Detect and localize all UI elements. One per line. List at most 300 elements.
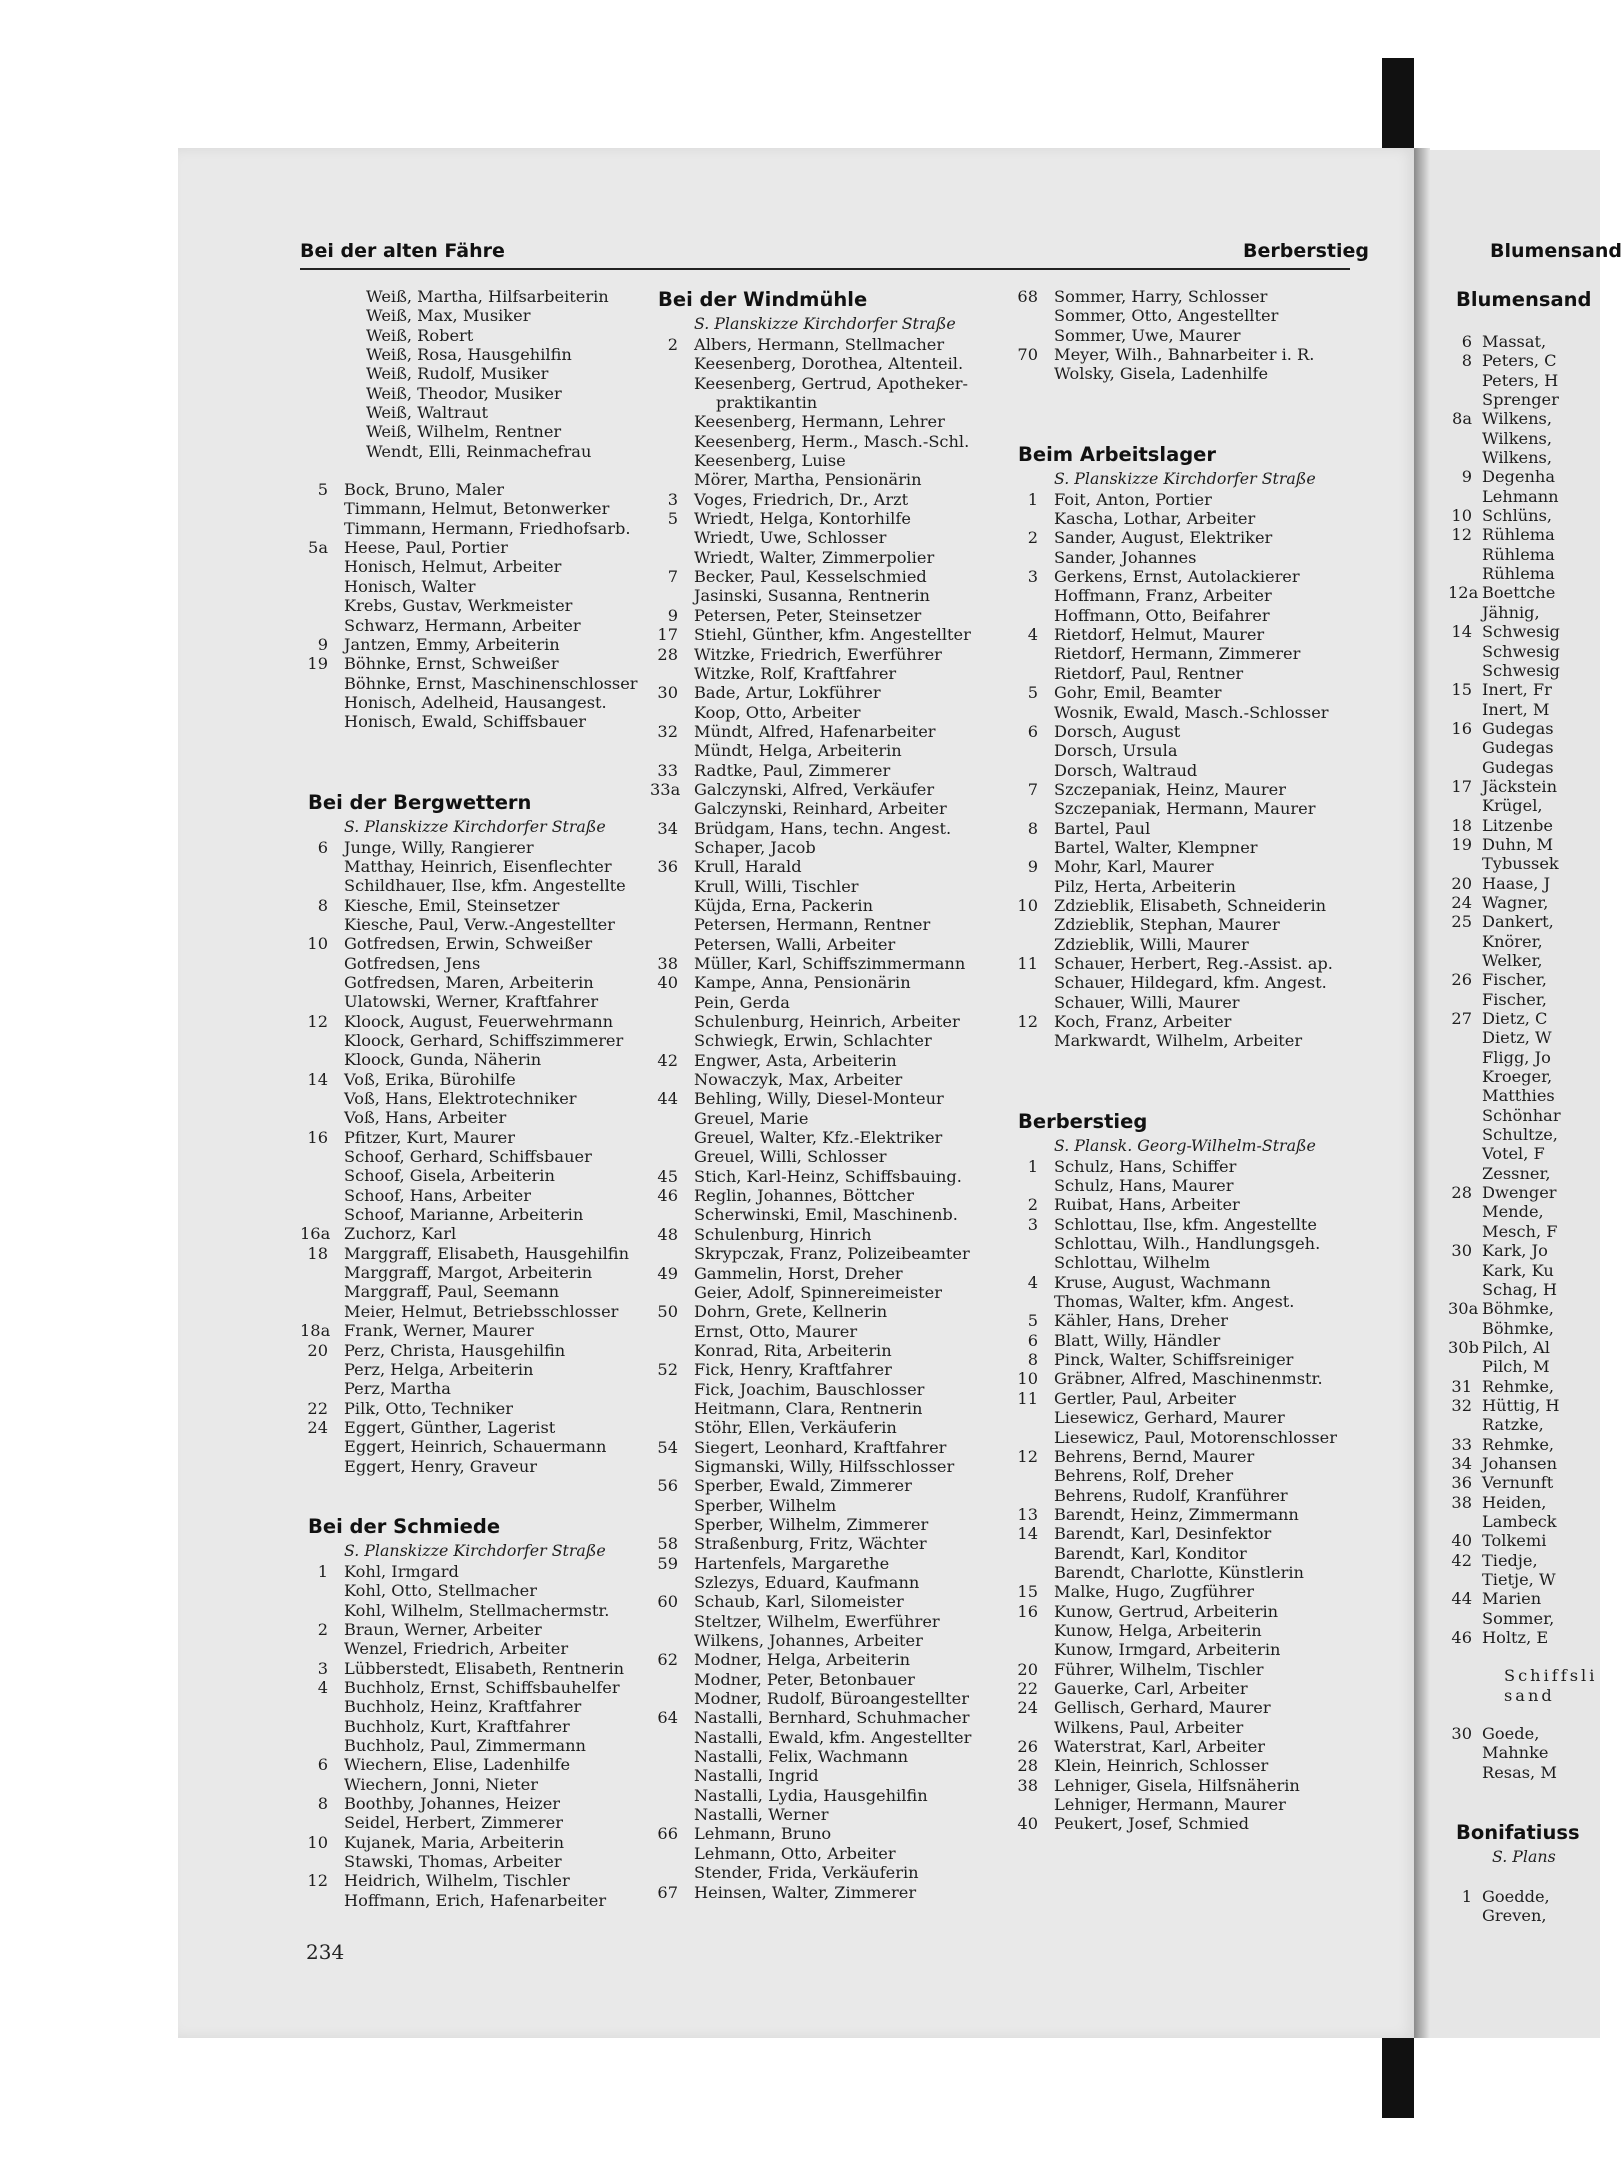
house-number: 10 [1451, 506, 1472, 526]
house-number: 36 [1451, 1473, 1472, 1493]
directory-entry [1448, 371, 1608, 390]
house-number: 16 [307, 1127, 328, 1147]
directory-entry [650, 683, 1005, 702]
resident-entry: Küjda, Erna, Packerin [694, 895, 874, 915]
house-number: 5 [317, 480, 328, 500]
house-number [300, 1089, 344, 1108]
house-number [1010, 548, 1054, 567]
directory-entry [1010, 722, 1375, 741]
house-number [1010, 1621, 1054, 1640]
directory-entry [1010, 799, 1375, 818]
resident-entry: Markwardt, Wilhelm, Arbeiter [1054, 1031, 1303, 1051]
resident-entry: Gohr, Emil, Beamter [1054, 683, 1222, 703]
resident-entry: Schauer, Willi, Maurer [1054, 992, 1240, 1012]
directory-entry [650, 973, 1005, 992]
directory-entry [650, 374, 1005, 393]
house-number: 8 [317, 1794, 328, 1814]
directory-entry [650, 1863, 1005, 1882]
directory-entry [300, 838, 635, 857]
resident-entry: Nowaczyk, Max, Arbeiter [694, 1070, 903, 1090]
directory-entry [1010, 1563, 1375, 1582]
directory-entry [1010, 780, 1375, 799]
resident-entry: Rietdorf, Helmut, Maurer [1054, 625, 1265, 645]
house-number [1448, 1743, 1482, 1762]
house-number: 28 [1017, 1756, 1038, 1776]
house-number: 20 [1017, 1659, 1038, 1679]
house-number [650, 393, 694, 412]
directory-entry [1010, 1369, 1375, 1388]
house-number [650, 1322, 694, 1341]
directory-entry [1448, 738, 1608, 757]
resident-entry: Dorsch, August [1054, 721, 1181, 741]
resident-entry: Keesenberg, Luise [694, 451, 846, 471]
directory-entry [300, 693, 635, 712]
directory-entry [1010, 1389, 1375, 1408]
resident-entry: Hoffmann, Erich, Hafenarbeiter [344, 1890, 607, 1910]
resident-entry: Krull, Willi, Tischler [694, 876, 859, 896]
house-number: 9 [1027, 857, 1038, 877]
directory-entry [1448, 1357, 1608, 1376]
house-number [1010, 326, 1054, 345]
resident-entry: Rühlema [1482, 544, 1555, 564]
house-number [1010, 741, 1054, 760]
resident-entry: Weiß, Theodor, Musiker [366, 383, 562, 403]
resident-entry: Behrens, Rolf, Dreher [1054, 1466, 1234, 1486]
directory-entry [1448, 1512, 1608, 1531]
directory-entry [650, 1747, 1005, 1766]
resident-entry: Brüdgam, Hans, techn. Angest. [694, 818, 952, 838]
house-number [300, 345, 344, 364]
house-number [650, 1070, 694, 1089]
directory-entry [1448, 970, 1608, 989]
resident-entry: Konrad, Rita, Arbeiterin [694, 1340, 892, 1360]
directory-entry [1010, 490, 1375, 509]
resident-entry: Votel, F [1482, 1144, 1545, 1164]
house-number [650, 470, 694, 489]
resident-entry: Wriedt, Walter, Zimmerpolier [694, 547, 935, 567]
house-number: 3 [317, 1658, 328, 1678]
section-heading: Blumensand [1456, 288, 1592, 311]
spacer [1448, 1647, 1608, 1666]
house-number [300, 1852, 344, 1871]
resident-entry: Honisch, Adelheid, Hausangest. [344, 692, 607, 712]
directory-entry [650, 586, 1005, 605]
house-number [300, 326, 344, 345]
house-number [650, 877, 694, 896]
directory-entry [1010, 1640, 1375, 1659]
house-number [650, 1515, 694, 1534]
directory-entry [1010, 1176, 1375, 1195]
house-number [1448, 1570, 1482, 1589]
house-number: 33 [657, 760, 678, 780]
directory-entry [300, 1678, 635, 1697]
house-number: 15 [1017, 1582, 1038, 1602]
resident-entry: Duhn, M [1482, 834, 1554, 854]
resident-entry: Schwesig [1482, 641, 1560, 661]
directory-entry [1010, 1737, 1375, 1756]
house-number: 5 [1027, 1311, 1038, 1331]
directory-entry [650, 1205, 1005, 1224]
resident-entry: Schulenburg, Heinrich, Arbeiter [694, 1012, 960, 1032]
house-number [1010, 664, 1054, 683]
house-number: 2 [1027, 1195, 1038, 1215]
resident-entry: Bock, Bruno, Maler [344, 480, 505, 500]
resident-entry: Marggraff, Paul, Seemann [344, 1282, 560, 1302]
house-number: 46 [657, 1186, 678, 1206]
house-number: 8 [1027, 818, 1038, 838]
resident-entry: Voß, Hans, Arbeiter [344, 1108, 507, 1128]
resident-entry: Fligg, Jo [1482, 1047, 1551, 1067]
directory-entry [650, 1012, 1005, 1031]
house-number [300, 693, 344, 712]
directory-entry [300, 326, 635, 345]
house-number [1448, 990, 1482, 1009]
house-number [650, 354, 694, 373]
directory-entry [650, 1051, 1005, 1070]
house-number: 2 [1027, 528, 1038, 548]
house-number: 66 [657, 1824, 678, 1844]
resident-entry: Malke, Hugo, Zugführer [1054, 1582, 1254, 1602]
resident-entry: Schoof, Gisela, Arbeiterin [344, 1166, 555, 1186]
resident-entry: Heitmann, Clara, Rentnerin [694, 1398, 923, 1418]
resident-entry: Jasinski, Susanna, Rentnerin [694, 586, 930, 606]
directory-entry [300, 1166, 635, 1185]
resident-entry: Siegert, Leonhard, Kraftfahrer [694, 1437, 947, 1457]
resident-entry: Gotfredsen, Erwin, Schweißer [344, 934, 593, 954]
directory-entry [300, 287, 635, 306]
resident-entry: Greven, [1482, 1906, 1547, 1926]
resident-entry: Mündt, Alfred, Hafenarbeiter [694, 721, 936, 741]
house-number [300, 1639, 344, 1658]
resident-entry: Tiedje, [1482, 1550, 1538, 1570]
resident-entry: Lehniger, Hermann, Maurer [1054, 1795, 1286, 1815]
directory-entry [300, 364, 635, 383]
house-number [300, 1891, 344, 1910]
directory-entry [300, 519, 635, 538]
directory-entry [300, 1639, 635, 1658]
directory-entry [650, 1322, 1005, 1341]
house-number [300, 712, 344, 731]
house-number: 8 [1027, 1350, 1038, 1370]
resident-entry: Rietdorf, Paul, Rentner [1054, 663, 1244, 683]
resident-entry: Greuel, Willi, Schlosser [694, 1147, 887, 1167]
directory-entry [1010, 819, 1375, 838]
house-number [650, 548, 694, 567]
directory-entry [1448, 1028, 1608, 1047]
house-number: 44 [1451, 1589, 1472, 1609]
house-number [650, 896, 694, 915]
directory-entry [1448, 1299, 1608, 1318]
house-number [1010, 1544, 1054, 1563]
directory-entry [650, 819, 1005, 838]
resident-entry: Tietje, W [1482, 1570, 1556, 1589]
directory-entry [650, 1089, 1005, 1108]
resident-entry: Meyer, Wilh., Bahnarbeiter i. R. [1054, 345, 1315, 365]
resident-entry: Kunow, Gertrud, Arbeiterin [1054, 1601, 1279, 1621]
directory-entry [1010, 1350, 1375, 1369]
resident-entry: Schulz, Hans, Maurer [1054, 1176, 1234, 1196]
house-number [650, 1399, 694, 1418]
resident-entry: Sperber, Wilhelm [694, 1495, 837, 1515]
directory-entry [650, 838, 1005, 857]
house-number [650, 1496, 694, 1515]
directory-entry [1448, 525, 1608, 544]
house-number [650, 1612, 694, 1631]
resident-entry: Schaper, Jacob [694, 837, 816, 857]
resident-entry: Tybussek [1482, 854, 1559, 874]
directory-entry [300, 596, 635, 615]
directory-entry [1448, 409, 1608, 428]
resident-entry: Wosnik, Ewald, Masch.-Schlosser [1054, 702, 1329, 722]
house-number [1448, 1666, 1482, 1685]
directory-entry [1010, 606, 1375, 625]
house-number [1448, 1086, 1482, 1105]
house-number: 1 [1461, 1887, 1472, 1907]
directory-entry [650, 335, 1005, 354]
section-subheading: S. Plans [1492, 1847, 1556, 1867]
directory-entry [300, 973, 635, 992]
directory-entry [300, 557, 635, 576]
resident-entry: Kampe, Anna, Pensionärin [694, 973, 911, 993]
resident-entry: Petersen, Peter, Steinsetzer [694, 605, 922, 625]
directory-entry [1010, 326, 1375, 345]
directory-entry [300, 1833, 635, 1852]
resident-entry: Fick, Henry, Kraftfahrer [694, 1360, 892, 1380]
house-number [1010, 606, 1054, 625]
resident-entry: Vernunft [1482, 1473, 1554, 1493]
resident-entry: Eggert, Günther, Lagerist [344, 1417, 556, 1437]
directory-entry [300, 442, 635, 461]
directory-entry [650, 722, 1005, 741]
house-number: 24 [1017, 1698, 1038, 1718]
directory-entry [1448, 661, 1608, 680]
house-number: 11 [1017, 1388, 1038, 1408]
directory-entry [300, 422, 635, 441]
resident-entry: Hoffmann, Otto, Beifahrer [1054, 605, 1270, 625]
house-number [1010, 1718, 1054, 1737]
house-number: 46 [1451, 1628, 1472, 1648]
house-number [650, 528, 694, 547]
directory-entry [1448, 932, 1608, 951]
resident-entry: Boettche [1482, 583, 1556, 603]
directory-entry [650, 1031, 1005, 1050]
resident-entry: Schaub, Karl, Silomeister [694, 1592, 904, 1612]
resident-entry: Buchholz, Kurt, Kraftfahrer [344, 1716, 570, 1736]
directory-entry [650, 1883, 1005, 1902]
directory-entry [650, 470, 1005, 489]
house-number: 6 [1027, 721, 1038, 741]
house-number [300, 577, 344, 596]
resident-entry: Knörer, [1482, 931, 1543, 951]
house-number [1010, 1234, 1054, 1253]
directory-entry [1448, 1609, 1608, 1628]
column-3 [1010, 287, 1375, 1834]
house-number [650, 1457, 694, 1476]
resident-entry: Resas, M [1482, 1762, 1557, 1782]
resident-entry: Sommer, Harry, Schlosser [1054, 287, 1268, 306]
house-number: 40 [1017, 1814, 1038, 1834]
directory-entry [1010, 1428, 1375, 1447]
resident-entry: Frank, Werner, Maurer [344, 1321, 534, 1341]
house-number [650, 1766, 694, 1785]
resident-entry: Hoffmann, Franz, Arbeiter [1054, 586, 1272, 606]
directory-entry [1448, 1106, 1608, 1125]
directory-entry [1010, 1814, 1375, 1833]
house-number [650, 1031, 694, 1050]
directory-entry [650, 451, 1005, 470]
house-number [300, 519, 344, 538]
resident-entry: Ulatowski, Werner, Kraftfahrer [344, 992, 599, 1012]
house-number [1010, 509, 1054, 528]
house-number [650, 586, 694, 605]
directory-entry [300, 384, 635, 403]
directory-entry [300, 1031, 635, 1050]
resident-entry: Heese, Paul, Portier [344, 538, 508, 558]
house-number [1448, 545, 1482, 564]
house-number [650, 741, 694, 760]
house-number: 1 [1027, 489, 1038, 509]
spacer [300, 461, 635, 480]
directory-entry [1010, 1253, 1375, 1272]
directory-entry [650, 664, 1005, 683]
directory-entry [1010, 1544, 1375, 1563]
resident-entry: Seidel, Herbert, Zimmerer [344, 1813, 563, 1833]
house-number: 15 [1451, 680, 1472, 700]
resident-entry: Mündt, Helga, Arbeiterin [694, 741, 902, 761]
directory-entry [300, 1891, 635, 1910]
house-number [300, 1302, 344, 1321]
resident-entry: Kark, Jo [1482, 1241, 1548, 1261]
resident-entry: Stawski, Thomas, Arbeiter [344, 1852, 562, 1872]
resident-entry: Szczepaniak, Hermann, Maurer [1054, 799, 1316, 819]
resident-entry: Nastalli, Lydia, Hausgehilfin [694, 1785, 928, 1805]
directory-entry [1010, 1195, 1375, 1214]
house-number: 25 [1451, 912, 1472, 932]
house-number: 50 [657, 1302, 678, 1322]
house-number [1010, 838, 1054, 857]
resident-entry: Weiß, Waltraut [366, 403, 489, 423]
directory-entry [1010, 1795, 1375, 1814]
resident-entry: Modner, Peter, Betonbauer [694, 1669, 915, 1689]
directory-entry [1448, 777, 1608, 796]
directory-entry [1010, 1602, 1375, 1621]
resident-entry: Weiß, Max, Musiker [366, 306, 531, 326]
house-number [1448, 932, 1482, 951]
directory-entry [1010, 877, 1375, 896]
directory-entry [650, 1670, 1005, 1689]
house-number [1448, 1028, 1482, 1047]
house-number: 30b [1448, 1337, 1479, 1357]
resident-entry: Dietz, W [1482, 1028, 1552, 1048]
directory-entry [1010, 644, 1375, 663]
directory-entry [1448, 351, 1608, 370]
directory-entry [650, 1186, 1005, 1205]
directory-entry [650, 1418, 1005, 1437]
resident-entry: Heidrich, Wilhelm, Tischler [344, 1871, 570, 1891]
directory-entry [1010, 703, 1375, 722]
house-number [1010, 1795, 1054, 1814]
house-number: 30a [1448, 1299, 1479, 1319]
house-number [1448, 661, 1482, 680]
resident-entry: Zdzieblik, Stephan, Maurer [1054, 915, 1280, 935]
section-heading: Bei der Windmühle [658, 288, 868, 311]
house-number: 6 [317, 1755, 328, 1775]
directory-entry [650, 1650, 1005, 1669]
house-number [650, 993, 694, 1012]
house-number: 6 [1461, 332, 1472, 351]
directory-entry [650, 432, 1005, 451]
house-number [1010, 1640, 1054, 1659]
directory-entry [300, 306, 635, 325]
resident-entry: Kohl, Otto, Stellmacher [344, 1581, 537, 1601]
resident-entry: Meier, Helmut, Betriebsschlosser [344, 1301, 619, 1321]
house-number: 14 [1017, 1524, 1038, 1544]
directory-entry [650, 1554, 1005, 1573]
directory-entry [300, 345, 635, 364]
directory-entry [300, 1224, 635, 1243]
house-number [1448, 1686, 1482, 1705]
house-number [300, 1813, 344, 1832]
directory-entry [1448, 1377, 1608, 1396]
resident-entry: Honisch, Ewald, Schiffsbauer [344, 712, 587, 732]
resident-entry: Sander, Johannes [1054, 547, 1197, 567]
resident-entry: Peters, C [1482, 351, 1557, 371]
directory-entry [1010, 364, 1375, 383]
resident-entry: Weiß, Martha, Hilfsarbeiterin [366, 287, 609, 306]
house-number: 1 [317, 1561, 328, 1581]
resident-entry: Hartenfels, Margarethe [694, 1553, 890, 1573]
house-number [1448, 951, 1482, 970]
resident-entry: Szlezys, Eduard, Kaufmann [694, 1573, 920, 1592]
directory-entry [1448, 1666, 1608, 1685]
resident-entry: Pilk, Otto, Techniker [344, 1398, 514, 1418]
directory-entry [650, 703, 1005, 722]
directory-entry [1010, 509, 1375, 528]
house-number [650, 664, 694, 683]
resident-entry: Zdzieblik, Willi, Maurer [1054, 934, 1249, 954]
resident-entry: Nastalli, Felix, Wachmann [694, 1747, 909, 1767]
directory-entry [1010, 1331, 1375, 1350]
resident-entry: Schag, H [1482, 1279, 1558, 1299]
directory-entry [1448, 467, 1608, 486]
directory-entry [300, 1302, 635, 1321]
resident-entry: Liesewicz, Gerhard, Maurer [1054, 1408, 1285, 1428]
house-number [650, 915, 694, 934]
house-number [1010, 915, 1054, 934]
resident-entry: Witzke, Rolf, Kraftfahrer [694, 663, 897, 683]
house-number [300, 1282, 344, 1301]
directory-entry [300, 1070, 635, 1089]
house-number [1010, 761, 1054, 780]
house-number: 12 [307, 1011, 328, 1031]
house-number: 28 [657, 644, 678, 664]
resident-entry: Kohl, Wilhelm, Stellmachermstr. [344, 1600, 610, 1620]
resident-entry: Nastalli, Werner [694, 1805, 829, 1825]
house-number [1010, 703, 1054, 722]
resident-entry: Barendt, Heinz, Zimmermann [1054, 1504, 1299, 1524]
house-number: 26 [1451, 970, 1472, 990]
column-2 [650, 287, 1005, 1902]
house-number [1448, 1512, 1482, 1531]
house-number: 10 [1017, 1369, 1038, 1389]
house-number: 12a [1448, 583, 1479, 603]
house-number [650, 1244, 694, 1263]
directory-entry [300, 1089, 635, 1108]
house-number [1448, 642, 1482, 661]
house-number: 10 [307, 934, 328, 954]
directory-entry [650, 1805, 1005, 1824]
resident-entry: Kähler, Hans, Dreher [1054, 1311, 1229, 1331]
